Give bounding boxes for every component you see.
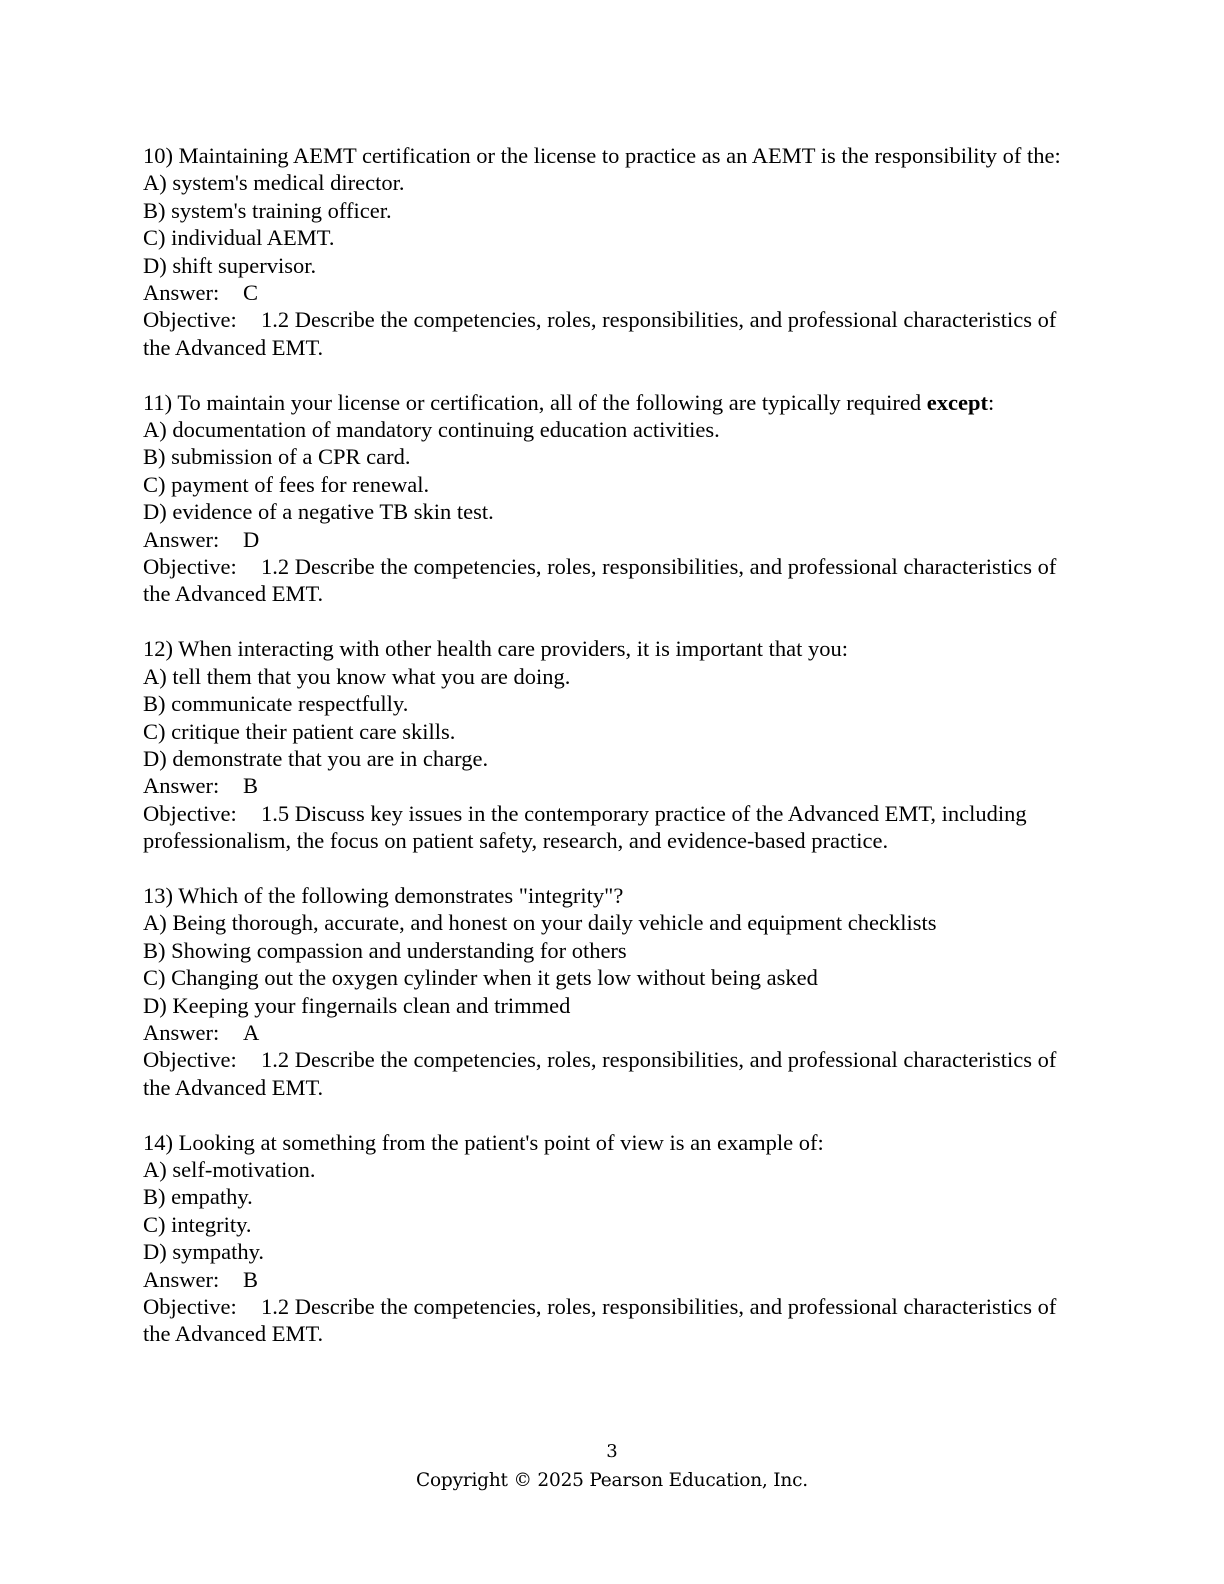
- answer-line: [143, 772, 1073, 799]
- option-d: D) shift supervisor.: [143, 252, 317, 278]
- answer-label: Answer:: [143, 773, 220, 799]
- answer-value: D: [243, 526, 260, 552]
- option-b: B) empathy.: [143, 1184, 253, 1210]
- question-stem-start: 11) To maintain your license or certification, all of the following are typically required: [143, 389, 927, 415]
- answer-label: Answer:: [143, 280, 220, 306]
- objective-line: [143, 1293, 1073, 1348]
- option-a: A) Being thorough, accurate, and honest on your daily vehicle and equipment checklists: [143, 910, 937, 936]
- objective-text: 1.2 Describe the competencies, roles, responsibilities, and professional characteristics of the Advanced EMT.: [143, 307, 1062, 360]
- objective-label: Objective:: [143, 307, 237, 333]
- objective-label: Objective:: [143, 1294, 237, 1319]
- option-a: A) self-motivation.: [143, 1156, 316, 1182]
- option-d: D) sympathy.: [143, 1239, 265, 1265]
- option-a: A) tell them that you know what you are doing.: [143, 663, 571, 689]
- objective-label: Objective:: [143, 1047, 237, 1073]
- option-a: A) documentation of mandatory continuing education activities.: [143, 417, 720, 443]
- question-stem: 13) Which of the following demonstrates "integrity"?: [143, 882, 624, 908]
- question-stem-end: :: [988, 389, 995, 415]
- option-c: C) payment of fees for renewal.: [143, 471, 430, 497]
- objective-label: Objective:: [143, 554, 237, 580]
- question-12: [143, 635, 1073, 854]
- option-b: B) Showing compassion and understanding for others: [143, 937, 627, 963]
- objective-line: [143, 306, 1073, 361]
- answer-value: A: [243, 1019, 260, 1045]
- option-b: B) submission of a CPR card.: [143, 444, 411, 470]
- question-stem: 10) Maintaining AEMT certification or the license to practice as an AEMT is the responsibility of the:: [143, 143, 1061, 168]
- page-number: 3: [606, 1441, 618, 1462]
- answer-line: [143, 526, 1073, 553]
- copyright-notice: Copyright © 2025 Pearson Education, Inc.: [416, 1470, 808, 1491]
- question-list: [143, 142, 1073, 1375]
- answer-label: Answer:: [143, 1266, 220, 1292]
- option-c: C) Changing out the oxygen cylinder when it gets low without being asked: [143, 965, 818, 991]
- option-b: B) communicate respectfully.: [143, 691, 409, 717]
- question-11: [143, 389, 1073, 608]
- answer-line: [143, 1019, 1073, 1046]
- option-b: B) system's training officer.: [143, 197, 392, 223]
- objective-line: [143, 553, 1073, 608]
- answer-label: Answer:: [143, 526, 220, 552]
- answer-line: [143, 279, 1073, 306]
- option-c: C) individual AEMT.: [143, 225, 335, 251]
- option-c: C) integrity.: [143, 1211, 252, 1237]
- objective-line: [143, 800, 1073, 855]
- question-stem-emphasis: except: [926, 389, 989, 415]
- answer-value: B: [243, 773, 259, 799]
- objective-text: 1.2 Describe the competencies, roles, responsibilities, and professional characteristics of the Advanced EMT.: [143, 554, 1062, 607]
- answer-label: Answer:: [143, 1019, 220, 1045]
- question-stem: 12) When interacting with other health care providers, it is important that you:: [143, 636, 849, 662]
- option-c: C) critique their patient care skills.: [143, 718, 456, 744]
- answer-value: B: [243, 1266, 259, 1292]
- option-d: D) Keeping your fingernails clean and trimmed: [143, 992, 571, 1018]
- question-stem: 14) Looking at something from the patient's point of view is an example of:: [143, 1129, 824, 1155]
- answer-value: C: [243, 280, 259, 306]
- option-d: D) evidence of a negative TB skin test.: [143, 499, 494, 525]
- objective-line: [143, 1046, 1073, 1101]
- answer-line: [143, 1266, 1073, 1293]
- option-a: A) system's medical director.: [143, 170, 405, 196]
- question-stem: [143, 389, 1073, 416]
- question-14: [143, 1129, 1073, 1348]
- objective-label: Objective:: [143, 800, 237, 826]
- objective-text: 1.5 Discuss key issues in the contemporary practice of the Advanced EMT, including professionalism, the focus on patient safety, research, and evidence-based practice.: [143, 800, 1033, 854]
- option-d: D) demonstrate that you are in charge.: [143, 745, 489, 771]
- question-10: [143, 142, 1073, 361]
- question-13: [143, 882, 1073, 1101]
- objective-text: 1.2 Describe the competencies, roles, responsibilities, and professional characteristics of the Advanced EMT.: [143, 1294, 1062, 1347]
- objective-text: 1.2 Describe the competencies, roles, responsibilities, and professional characteristics of the Advanced EMT.: [143, 1047, 1062, 1100]
